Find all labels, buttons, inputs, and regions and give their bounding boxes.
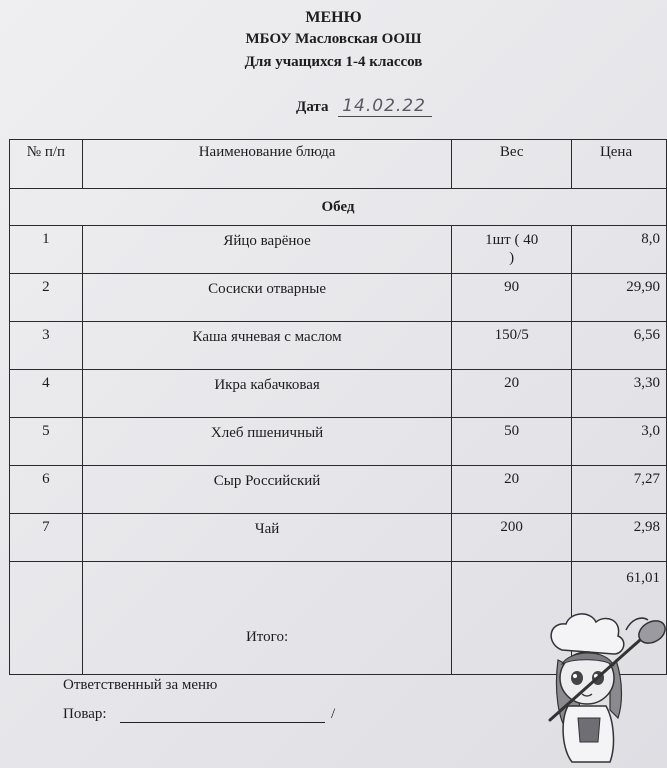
table-row [10,322,667,370]
row-weight: 50 [452,418,572,466]
total-label: Итого: [82,562,451,675]
table-row [10,514,667,562]
row-weight: 90 [452,274,572,322]
row-price: 3,0 [572,418,667,466]
date-value: 14.02.22 [338,96,432,117]
row-price: 29,90 [572,274,667,322]
row-dish: Чай [82,514,451,562]
row-weight: 150/5 [452,322,572,370]
total-empty-cell [10,562,83,675]
table-header-row [10,140,667,189]
col-price: Цена [572,140,667,189]
row-number: 6 [10,466,83,514]
col-dish-name: Наименование блюда [82,140,451,189]
col-number: № п/п [10,140,83,189]
row-price: 3,30 [572,370,667,418]
row-price: 7,27 [572,466,667,514]
row-dish: Икра кабачковая [82,370,451,418]
row-dish: Каша ячневая с маслом [82,322,451,370]
row-number: 1 [10,226,83,274]
row-weight [452,226,572,274]
row-weight-text: 1шт ( 40 ) [485,232,539,266]
row-dish: Хлеб пшеничный [82,418,451,466]
responsible-label: Ответственный за меню [63,677,218,693]
table-row [10,418,667,466]
cook-line [63,706,335,723]
signature-line [120,710,325,723]
row-dish: Сосиски отварные [82,274,451,322]
cook-label: Повар: [63,706,107,722]
table-row [10,370,667,418]
total-value: 61,01 [572,562,667,675]
row-dish: Сыр Российский [82,466,451,514]
chef-girl-illustration [540,610,667,768]
row-number: 2 [10,274,83,322]
row-price: 2,98 [572,514,667,562]
row-weight: 20 [452,370,572,418]
col-weight: Вес [452,140,572,189]
menu-title: МЕНЮ [305,9,362,26]
table-row [10,226,667,274]
menu-table [9,139,667,675]
section-row [10,189,667,226]
table-row [10,466,667,514]
table-row [10,274,667,322]
date-line [296,96,432,117]
date-label: Дата [296,99,329,115]
row-number: 4 [10,370,83,418]
school-name: МБОУ Масловская ООШ [245,31,422,47]
audience-line: Для учащихся 1-4 классов [244,54,423,70]
row-price: 8,0 [572,226,667,274]
row-number: 7 [10,514,83,562]
row-weight: 200 [452,514,572,562]
signature-slash: / [331,706,336,722]
row-number: 5 [10,418,83,466]
row-number: 3 [10,322,83,370]
row-weight: 20 [452,466,572,514]
section-lunch: Обед [10,189,667,226]
row-dish: Яйцо варёное [82,226,451,274]
row-price: 6,56 [572,322,667,370]
